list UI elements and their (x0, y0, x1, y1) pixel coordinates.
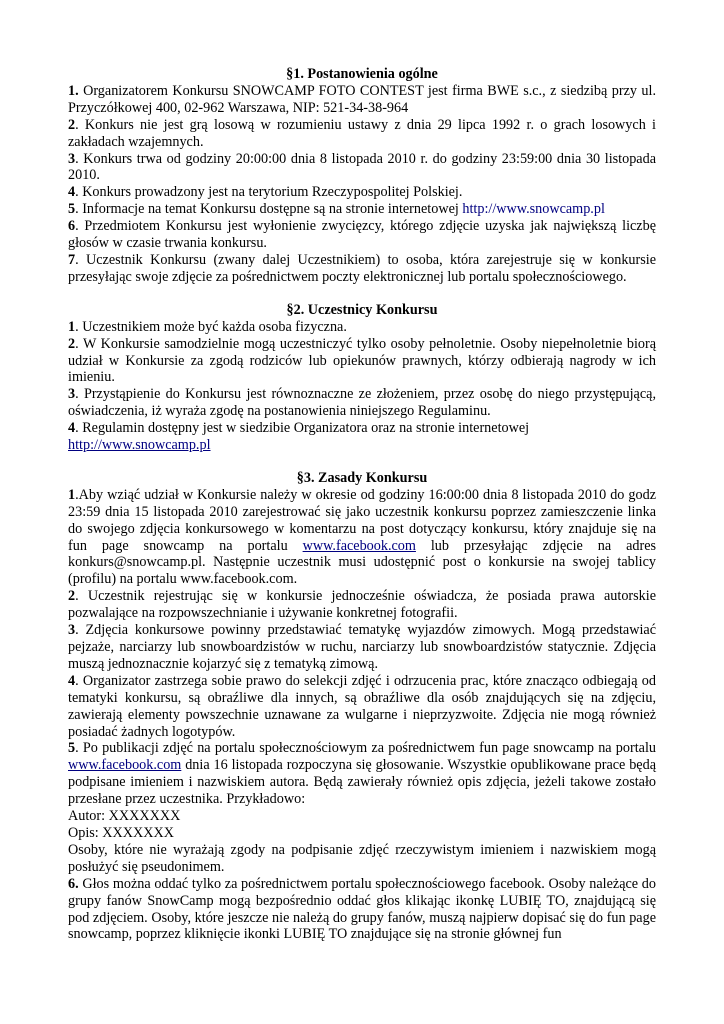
section-2-heading: §2. Uczestnicy Konkursu (286, 301, 438, 318)
section-3-heading: §3. Zasady Konkursu (296, 469, 428, 486)
item-number: 4 (68, 420, 76, 437)
item-text: Organizatorem Konkursu SNOWCAMP FOTO CONTEST jest firma BWE s.c., z siedzibą przy ul. Przyczółkowej 400, 02-962 Warszawa, NIP: 521-34-38-964 (68, 82, 656, 116)
snowcamp-link[interactable]: http://www.snowcamp.pl (462, 201, 605, 218)
section-2 (68, 302, 656, 454)
section-1-heading: §1. Postanowienia ogólne (286, 66, 438, 82)
section-1-item-2 (68, 117, 656, 151)
item-text: .Aby wziąć udział w Konkursie należy w okresie od godziny 16:00:00 dnia 8 listopada 2010 do godz 23:59 dnia 15 listopada 2010 zarejestrować się jako uczestnik konkursu poprzez zamieszczenie linka do swojego zdjęcia konkursowego w komentarzu na post dotyczący konkursu, który znajduje się na fun page snowcamp na portalu (68, 486, 656, 554)
item-text: . W Konkursie samodzielnie mogą uczestniczyć tylko osoby pełnoletnie. Osoby niepełnoletnie biorą udział w Konkursie za zgodą rodziców lub opiekunów prawnych, którzy odbierają nagrody w ich imieniu. (68, 335, 656, 386)
item-text: . Uczestnikiem może być każda osoba fizyczna. (75, 318, 347, 335)
item-number: 1. (68, 82, 79, 99)
item-text: . Organizator zastrzega sobie prawo do selekcji zdjęć i odrzucenia prac, które znacząco odbiegają od tematyki konkursu, są obraźliwe dla innych, są obraźliwe dla osób znajdujących się na zdjęciu, zawierają elementy powszechnie uznawane za wulgarne i nieprzyzwoite. Zdjęcia nie mogą również posiadać żadnych logotypów. (68, 672, 656, 740)
item-number: 3 (68, 386, 76, 403)
section-3 (68, 470, 656, 943)
item-text: . Konkurs nie jest grą losową w rozumieniu ustawy z dnia 29 lipca 1992 r. o grach losowych i zakładach wzajemnych. (68, 116, 656, 150)
section-1-item-6 (68, 218, 656, 252)
item-number: 6 (68, 218, 76, 235)
section-3-item-4 (68, 673, 656, 741)
item-number: 1 (68, 486, 76, 503)
snowcamp-link[interactable]: http://www.snowcamp.pl (68, 437, 211, 454)
item-number: 2 (68, 588, 76, 605)
item-text: . Po publikacji zdjęć na portalu społecznościowym za pośrednictwem fun page snowcamp na portalu (75, 740, 656, 757)
example-description: Opis: XXXXXXX (68, 824, 175, 841)
item-text: . Regulamin dostępny jest w siedzibie Organizatora oraz na stronie internetowej (75, 420, 530, 437)
document-page (68, 66, 656, 959)
item-text: . Konkurs trwa od godziny 20:00:00 dnia 8 listopada 2010 r. do godziny 23:59:00 dnia 30 listopada 2010. (68, 150, 656, 184)
item-text: . Zdjęcia konkursowe powinny przedstawiać tematykę wyjazdów zimowych. Mogą przedstawiać pejzaże, narciarzy lub snowboardzistów w ruchu, narciarzy lub snowboardzistów statycznie. Zdjęcia muszą jednoznacznie kojarzyć się z tematyką zimową. (68, 622, 656, 672)
section-1-item-7 (68, 252, 656, 286)
facebook-link[interactable]: www.facebook.com (68, 757, 182, 774)
item-number: 7 (68, 251, 76, 268)
item-number: 4 (68, 672, 76, 689)
section-1 (68, 66, 656, 286)
section-3-item-2 (68, 588, 656, 622)
item-text: . Uczestnik rejestrując się w konkursie jednocześnie oświadcza, że posiada prawa autorskie pozwalające na rozpowszechnianie i używanie konkretnej fotografii. (68, 588, 656, 622)
section-2-item-4 (68, 420, 656, 454)
item-number: 2 (68, 116, 76, 133)
item-number: 5 (68, 201, 76, 218)
section-2-item-3 (68, 386, 656, 420)
section-1-item-1 (68, 83, 656, 117)
example-author: Autor: XXXXXXX (68, 808, 181, 825)
item-number: 1 (68, 318, 76, 335)
item-number: 3 (68, 622, 76, 639)
item-number: 5 (68, 740, 76, 757)
item-text: Głos można oddać tylko za pośrednictwem portalu społecznościowego facebook. Osoby należące do grupy fanów SnowCamp mogą bezpośrednio oddać głos klikając ikonkę LUBIĘ TO, znajdującą się pod zdjęciem. Osoby, które jeszcze nie należą do grupy fanów, muszą najpierw dopisać się do fun page snowcamp, poprzez kliknięcie ikonki LUBIĘ TO znajdujące się na stronie głównej fun (68, 875, 656, 943)
section-3-item-1 (68, 487, 656, 588)
section-3-item-6 (68, 876, 656, 944)
item-number: 3 (68, 150, 76, 167)
section-2-item-2 (68, 336, 656, 387)
section-1-item-3 (68, 151, 656, 185)
item-text: . Przedmiotem Konkursu jest wyłonienie zwycięzcy, którego zdjęcie uzyska jak największą liczbę głosów w czasie trwania konkursu. (68, 218, 656, 252)
item-text: . Uczestnik Konkursu (zwany dalej Uczestnikiem) to osoba, która zarejestruje się w konkursie przesyłając swoje zdjęcie za pośrednictwem poczty elektronicznej lub portalu społecznościowego. (68, 251, 656, 285)
item-text: dnia 16 listopada rozpoczyna się głosowanie. Wszystkie opublikowane prace będą podpisane imieniem i nazwiskiem autora. Będą zawierały również opis zdjęcia, jeżeli takowe zostało przesłane przez uczestnika. Przykładowo: (68, 757, 656, 808)
section-2-item-1 (68, 319, 656, 336)
section-1-item-5 (68, 201, 656, 218)
item-number: 4 (68, 184, 76, 201)
item-text: lub przesyłając zdjęcie na adres konkurs@snowcamp.pl. Następnie uczestnik musi udostępnić post o konkursie na swojej tablicy (profilu) na portalu www.facebook.com. (68, 537, 657, 588)
item-text: . Przystąpienie do Konkursu jest równoznaczne ze złożeniem, przez osobę do niego przystępującą, oświadczenia, iż wyraża zgodę na postanowienia niniejszego Regulaminu. (68, 386, 656, 420)
item-text: . Konkurs prowadzony jest na terytorium Rzeczypospolitej Polskiej. (75, 184, 463, 201)
section-1-item-4 (68, 184, 656, 201)
section-3-item-5 (68, 740, 656, 808)
item-text: . Informacje na temat Konkursu dostępne są na stronie internetowej (75, 201, 463, 218)
item-number: 2 (68, 335, 76, 352)
section-3-item-5-note: Osoby, które nie wyrażają zgody na podpisanie zdjęć rzeczywistym imieniem i nazwiskiem mogą posłużyć się pseudonimem. (68, 841, 656, 875)
section-3-item-3 (68, 622, 656, 673)
facebook-link[interactable]: www.facebook.com (302, 537, 416, 554)
item-number: 6. (68, 875, 79, 892)
